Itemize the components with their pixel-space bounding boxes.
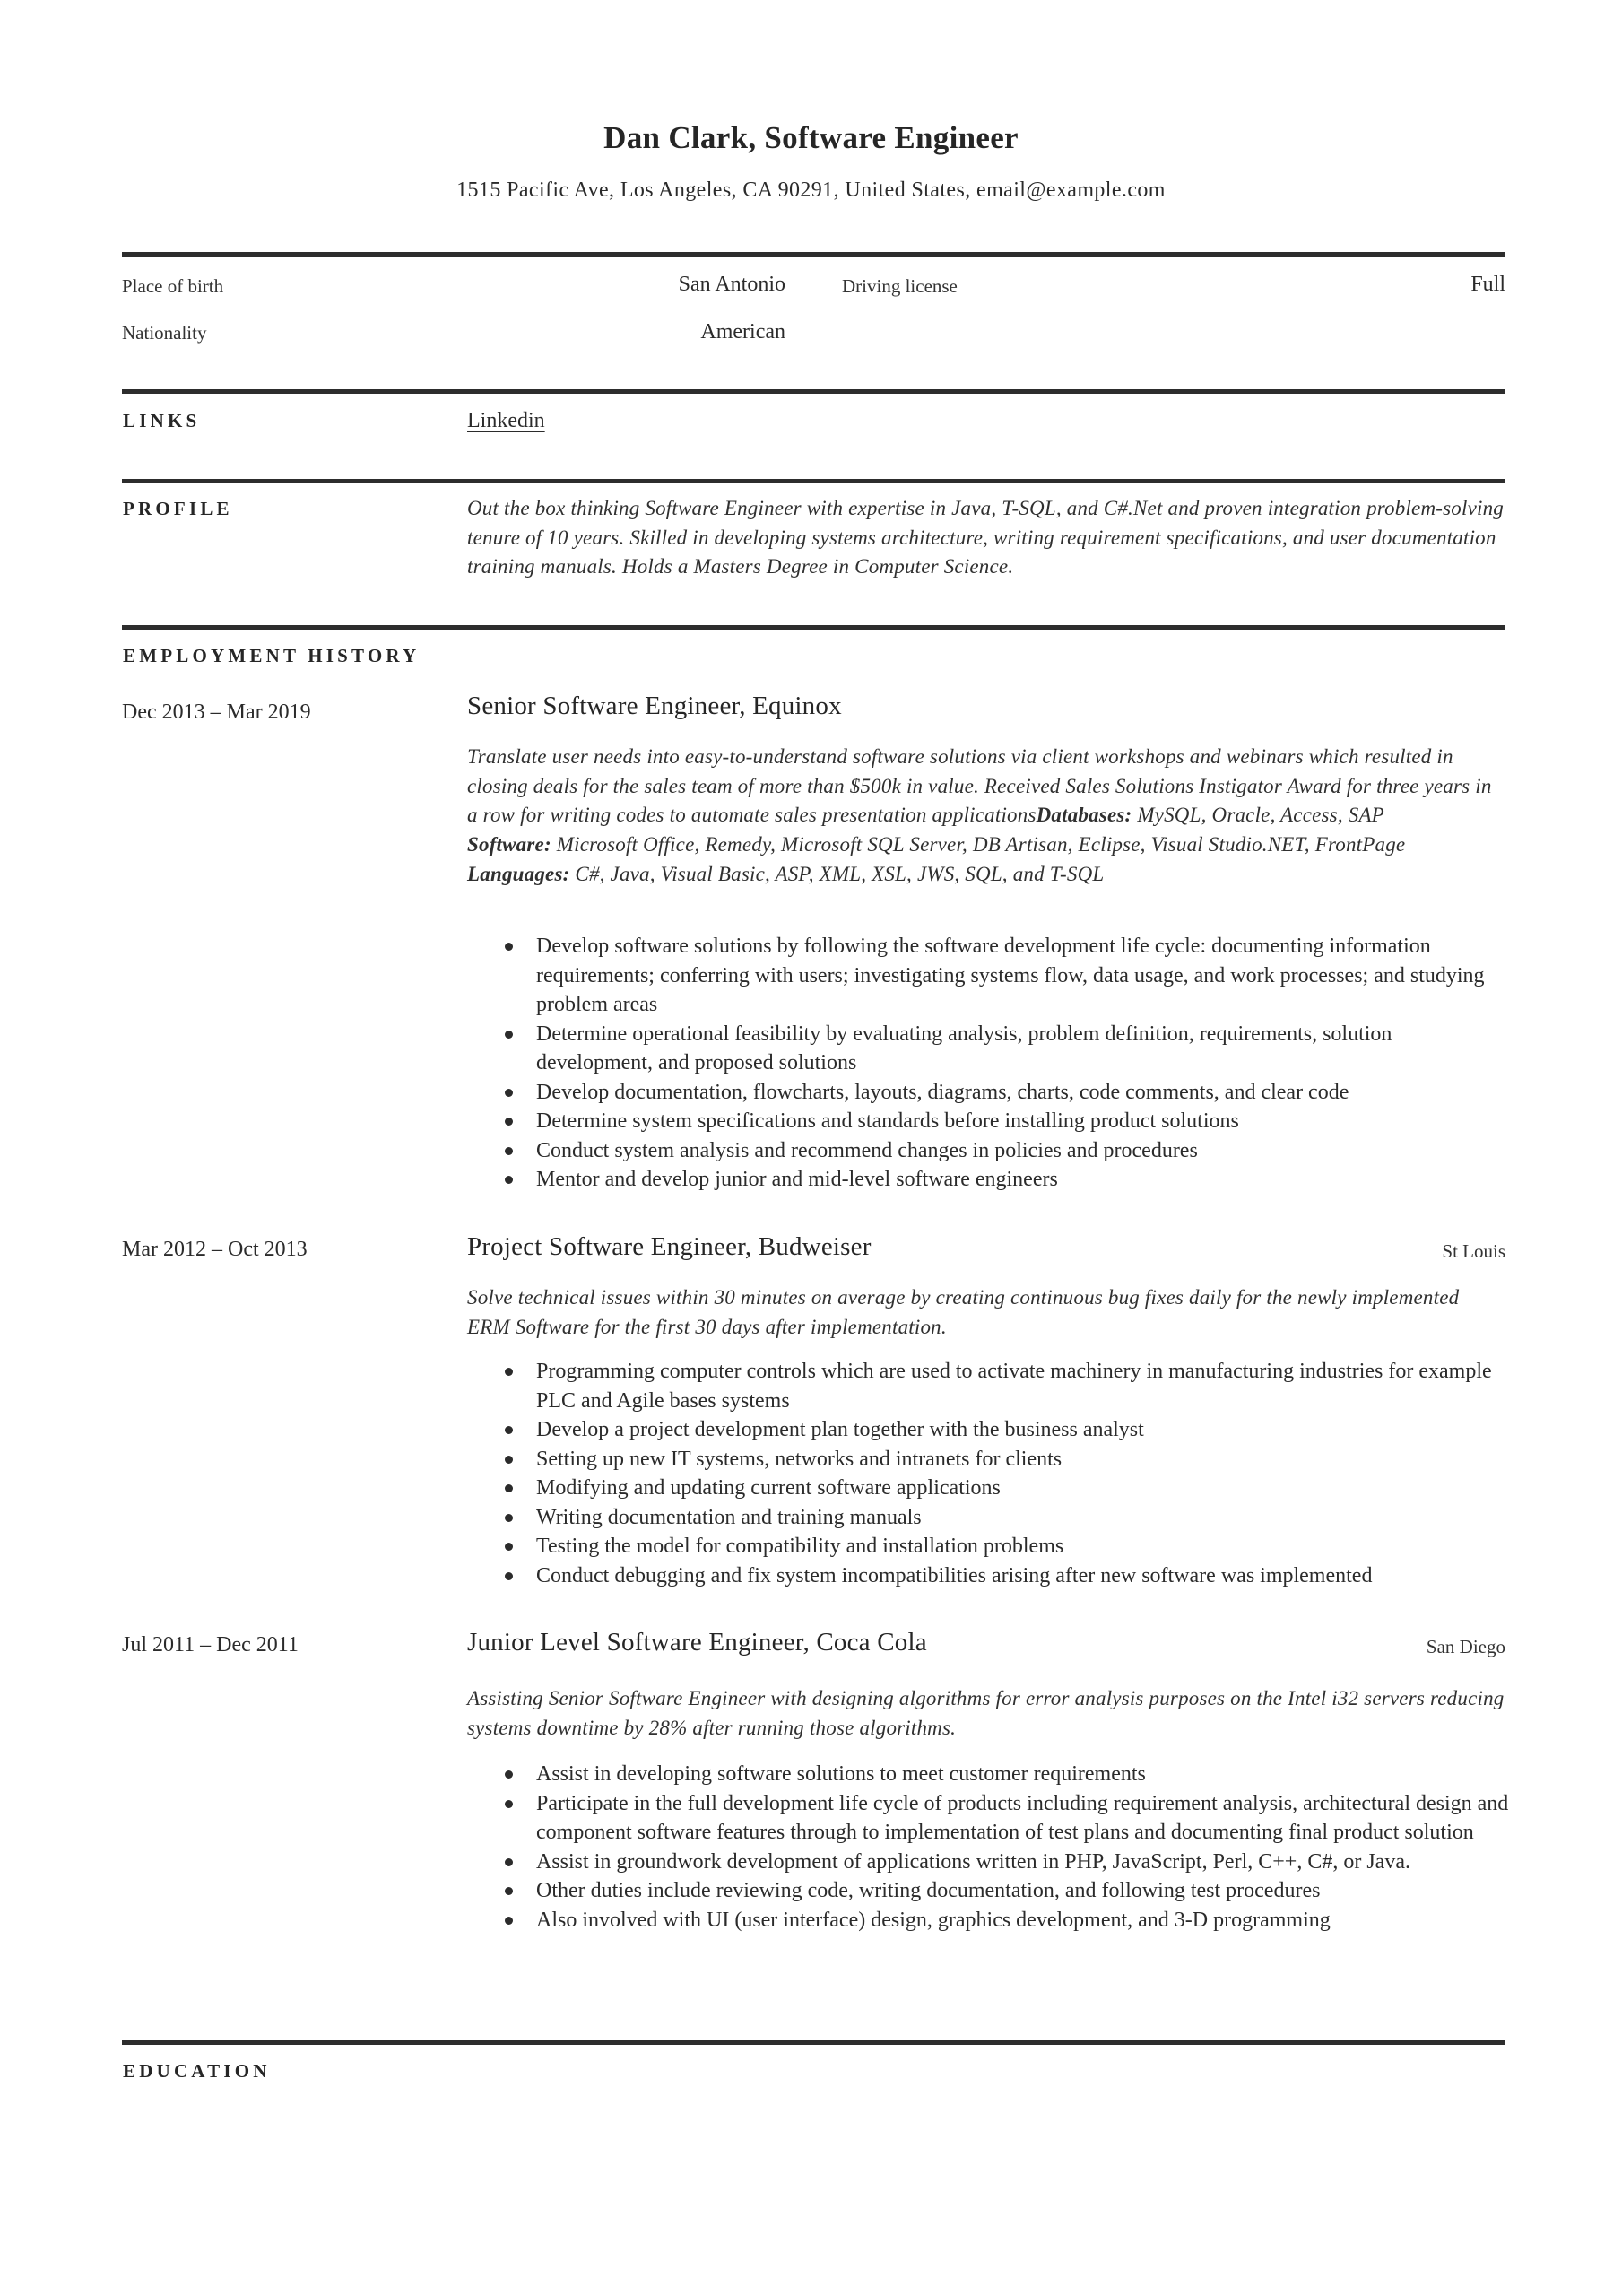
list-item: Setting up new IT systems, networks and intranets for clients xyxy=(502,1445,1511,1474)
job-dates: Jul 2011 – Dec 2011 xyxy=(122,1633,299,1657)
job-description: Solve technical issues within 30 minutes on average by creating continuous bug fixes daily for the newly implemented ERM Software for the first 30 days after implementation. xyxy=(467,1286,1460,1338)
software-value: Microsoft Office, Remedy, Microsoft SQL Server, DB Artisan, Eclipse, Visual Studio.NET, FrontPage xyxy=(551,833,1406,857)
education-heading: EDUCATION xyxy=(123,2060,271,2082)
list-item: Other duties include reviewing code, writing documentation, and following test procedures xyxy=(502,1876,1511,1906)
place-of-birth-value: San Antonio xyxy=(678,273,785,296)
list-item: Also involved with UI (user interface) design, graphics development, and 3-D programming xyxy=(502,1906,1511,1935)
languages-label: Languages: xyxy=(467,862,570,885)
list-item: Conduct system analysis and recommend changes in policies and procedures xyxy=(502,1136,1511,1166)
contact-address: 1515 Pacific Ave, Los Angeles, CA 90291, United States, email@example.com xyxy=(456,178,1166,202)
job-description-text: Translate user needs into easy-to-understand software solutions via client workshops and webinars which resulted in closing deals for the sales team of more than $500k in value. Received Sales Solutions Instigator Award for three years in a row for writing codes to automate sales presentation applications xyxy=(467,745,1492,827)
driving-license-value: Full xyxy=(1470,273,1505,296)
job-description: Assisting Senior Software Engineer with designing algorithms for error analysis purposes on the Intel i32 servers reducing systems downtime by 28% after running those algorithms. xyxy=(467,1687,1505,1739)
list-item: Writing documentation and training manuals xyxy=(502,1503,1511,1533)
section-divider xyxy=(122,479,1505,483)
section-divider xyxy=(122,252,1505,257)
job-bullets xyxy=(502,1760,1511,1935)
nationality-label: Nationality xyxy=(122,322,207,344)
job-city: St Louis xyxy=(1442,1240,1505,1262)
employment-heading: EMPLOYMENT HISTORY xyxy=(123,645,421,666)
linkedin-link[interactable]: Linkedin xyxy=(467,409,545,432)
profile-heading: PROFILE xyxy=(123,498,233,519)
list-item: Assist in developing software solutions to meet customer requirements xyxy=(502,1760,1511,1789)
list-item: Testing the model for compatibility and installation problems xyxy=(502,1532,1511,1561)
section-divider xyxy=(122,389,1505,394)
list-item: Determine system specifications and standards before installing product solutions xyxy=(502,1107,1511,1136)
databases-label: Databases: xyxy=(1036,804,1132,827)
list-item: Assist in groundwork development of applications written in PHP, JavaScript, Perl, C++, C#, or Java. xyxy=(502,1848,1511,1877)
list-item: Develop a project development plan together with the business analyst xyxy=(502,1415,1511,1445)
job-city: San Diego xyxy=(1426,1636,1505,1657)
list-item: Conduct debugging and fix system incompatibilities arising after new software was implemented xyxy=(502,1561,1511,1591)
job-title: Senior Software Engineer, Equinox xyxy=(467,691,842,720)
software-label: Software: xyxy=(467,833,551,857)
driving-license-label: Driving license xyxy=(842,275,958,297)
nationality-value: American xyxy=(700,320,785,344)
job-bullets xyxy=(502,1357,1511,1590)
databases-value: MySQL, Oracle, Access, SAP xyxy=(1132,804,1384,827)
section-divider xyxy=(122,2040,1505,2045)
list-item: Participate in the full development life cycle of products including requirement analysis, architectural design and component software features through to implementation of test plans and documenting final product solution xyxy=(502,1789,1511,1848)
list-item: Develop software solutions by following the software development life cycle: documenting information requirements; conferring with users; investigating systems flow, data usage, and work processes; and studying problem areas xyxy=(502,932,1511,1020)
job-title: Junior Level Software Engineer, Coca Cola xyxy=(467,1628,927,1657)
list-item: Determine operational feasibility by evaluating analysis, problem definition, requirements, solution development, and proposed solutions xyxy=(502,1020,1511,1078)
list-item: Mentor and develop junior and mid-level software engineers xyxy=(502,1165,1511,1195)
job-description xyxy=(467,743,1507,890)
resume-title: Dan Clark, Software Engineer xyxy=(603,120,1019,155)
job-bullets xyxy=(502,932,1511,1195)
section-divider xyxy=(122,625,1505,630)
list-item: Modifying and updating current software applications xyxy=(502,1474,1511,1503)
list-item: Programming computer controls which are used to activate machinery in manufacturing industries for example PLC and Agile bases systems xyxy=(502,1357,1511,1415)
languages-value: C#, Java, Visual Basic, ASP, XML, XSL, JWS, SQL, and T-SQL xyxy=(569,862,1105,885)
links-heading: LINKS xyxy=(123,410,201,431)
place-of-birth-label: Place of birth xyxy=(122,275,224,297)
job-title: Project Software Engineer, Budweiser xyxy=(467,1232,872,1261)
profile-summary: Out the box thinking Software Engineer with expertise in Java, T-SQL, and C#.Net and proven integration problem-solving tenure of 10 years. Skilled in developing systems architecture, writing requirement specifications, and user documentation training manuals. Holds a Masters Degree in Computer Science. xyxy=(467,497,1504,578)
job-dates: Dec 2013 – Mar 2019 xyxy=(122,700,311,724)
job-dates: Mar 2012 – Oct 2013 xyxy=(122,1238,308,1261)
list-item: Develop documentation, flowcharts, layouts, diagrams, charts, code comments, and clear code xyxy=(502,1078,1511,1108)
